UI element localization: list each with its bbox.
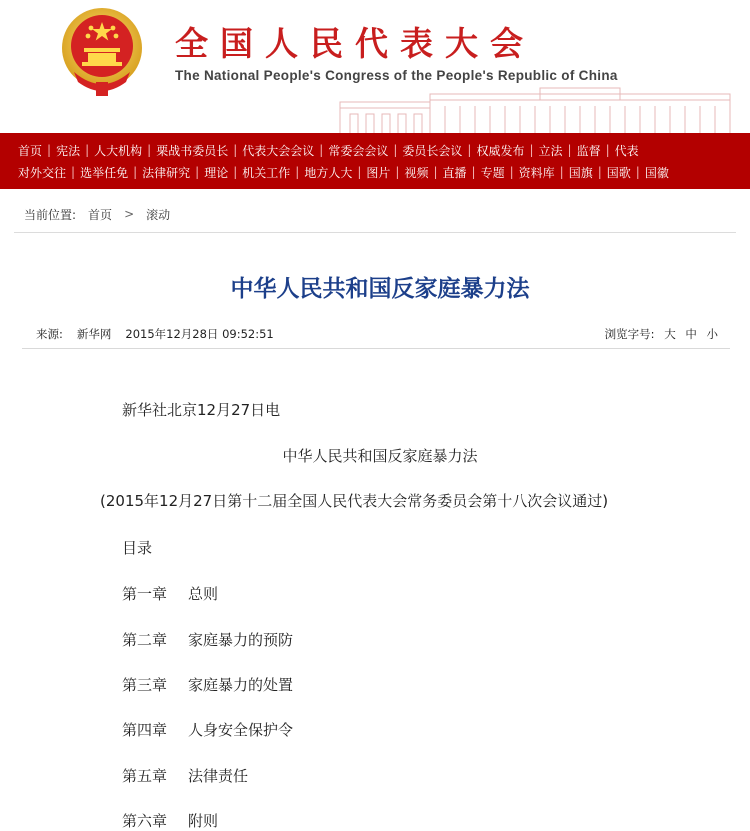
nav-separator: | [559,165,564,179]
nav-separator: | [529,143,534,157]
breadcrumb-separator: > [124,207,135,221]
nav-item-row2-4[interactable]: 机关工作 [242,165,291,180]
nav-separator: | [635,165,640,179]
nav-item-row2-3[interactable]: 理论 [204,165,229,180]
nav-separator: | [71,165,76,179]
breadcrumb-scroll-link[interactable]: 滚动 [146,207,171,222]
breadcrumb-home-link[interactable]: 首页 [88,207,113,222]
nav-row-2 [18,161,669,183]
font-size-medium-button[interactable]: 中 [685,327,697,341]
nav-item-row2-1[interactable]: 选举任免 [80,165,129,180]
nav-item-row2-2[interactable]: 法律研究 [142,165,191,180]
nav-separator: | [233,165,238,179]
toc-item [122,719,293,740]
main-nav [0,133,750,189]
law-title: 中华人民共和国反家庭暴力法 [282,447,478,465]
nav-item-row2-0[interactable]: 对外交往 [18,165,67,180]
toc-item [122,674,293,695]
dateline: 新华社北京12月27日电 [122,401,281,419]
nav-separator: | [357,165,362,179]
nav-separator: | [567,143,572,157]
nav-item-row1-8[interactable]: 立法 [538,143,563,158]
toc-chapter-name: 附则 [188,812,219,830]
toc-chapter-num: 第一章 [122,585,168,603]
nav-item-row1-10[interactable]: 代表 [614,143,639,158]
nav-separator: | [509,165,514,179]
nav-separator: | [233,143,238,157]
great-hall-illustration-icon [320,84,750,133]
nav-separator: | [85,143,90,157]
nav-separator: | [133,165,138,179]
nav-separator: | [395,165,400,179]
toc-chapter-num: 第五章 [122,767,168,785]
nav-item-row2-7[interactable]: 视频 [404,165,429,180]
nav-item-row1-0[interactable]: 首页 [18,143,43,158]
article-meta [22,322,730,349]
nav-separator: | [319,143,324,157]
toc-chapter-name: 总则 [188,585,219,603]
toc-chapter-name: 家庭暴力的处置 [188,676,294,694]
toc-chapter-name: 人身安全保护令 [188,721,294,739]
nav-item-row1-6[interactable]: 委员长会议 [402,143,463,158]
font-size-large-button[interactable]: 大 [664,327,676,341]
nav-row-1 [18,139,639,161]
toc-chapter-num: 第二章 [122,631,168,649]
toc-item [122,583,218,604]
nav-separator: | [467,143,472,157]
nav-item-row1-3[interactable]: 栗战书委员长 [156,143,229,158]
source-name: 新华网 [76,327,112,341]
nav-item-row1-7[interactable]: 权威发布 [476,143,525,158]
breadcrumb-label: 当前位置: [24,207,77,222]
toc-item [122,810,218,831]
font-size-small-button[interactable]: 小 [706,327,718,341]
toc-chapter-num: 第四章 [122,721,168,739]
nav-item-row1-5[interactable]: 常委会会议 [328,143,389,158]
nav-separator: | [605,143,610,157]
nav-separator: | [295,165,300,179]
national-emblem-icon[interactable] [60,6,144,98]
article-title: 中华人民共和国反家庭暴力法 [230,275,530,302]
nav-separator: | [47,143,52,157]
toc-label: 目录 [122,539,153,557]
nav-separator: | [597,165,602,179]
nav-item-row2-11[interactable]: 国旗 [568,165,593,180]
toc-chapter-num: 第六章 [122,812,168,830]
nav-separator: | [195,165,200,179]
nav-item-row1-1[interactable]: 宪法 [56,143,81,158]
source-label: 来源: [36,327,63,341]
breadcrumb [14,196,736,233]
nav-item-row2-13[interactable]: 国徽 [644,165,669,180]
adoption-note: (2015年12月27日第十二届全国人民代表大会常务委员会第十八次会议通过) [100,492,609,510]
toc-chapter-num: 第三章 [122,676,168,694]
nav-item-row1-4[interactable]: 代表大会会议 [242,143,315,158]
site-header [0,0,750,133]
site-title-cn: 全国人民代表大会 [175,24,535,63]
nav-separator: | [147,143,152,157]
nav-item-row1-2[interactable]: 人大机构 [94,143,143,158]
nav-item-row2-8[interactable]: 直播 [442,165,467,180]
nav-separator: | [471,165,476,179]
toc-item [122,765,248,786]
font-size-label: 浏览字号: [604,327,655,341]
nav-item-row2-12[interactable]: 国歌 [606,165,631,180]
nav-item-row2-6[interactable]: 图片 [366,165,391,180]
toc-chapter-name: 法律责任 [188,767,249,785]
nav-item-row2-9[interactable]: 专题 [480,165,505,180]
toc-chapter-name: 家庭暴力的预防 [188,631,294,649]
publish-datetime: 2015年12月28日 09:52:51 [125,327,274,341]
nav-item-row2-5[interactable]: 地方人大 [304,165,353,180]
site-title-en: The National People's Congress of the People's Republic of China [175,68,618,83]
toc-item [122,629,293,650]
nav-separator: | [433,165,438,179]
nav-item-row1-9[interactable]: 监督 [576,143,601,158]
nav-item-row2-10[interactable]: 资料库 [518,165,555,180]
nav-separator: | [393,143,398,157]
